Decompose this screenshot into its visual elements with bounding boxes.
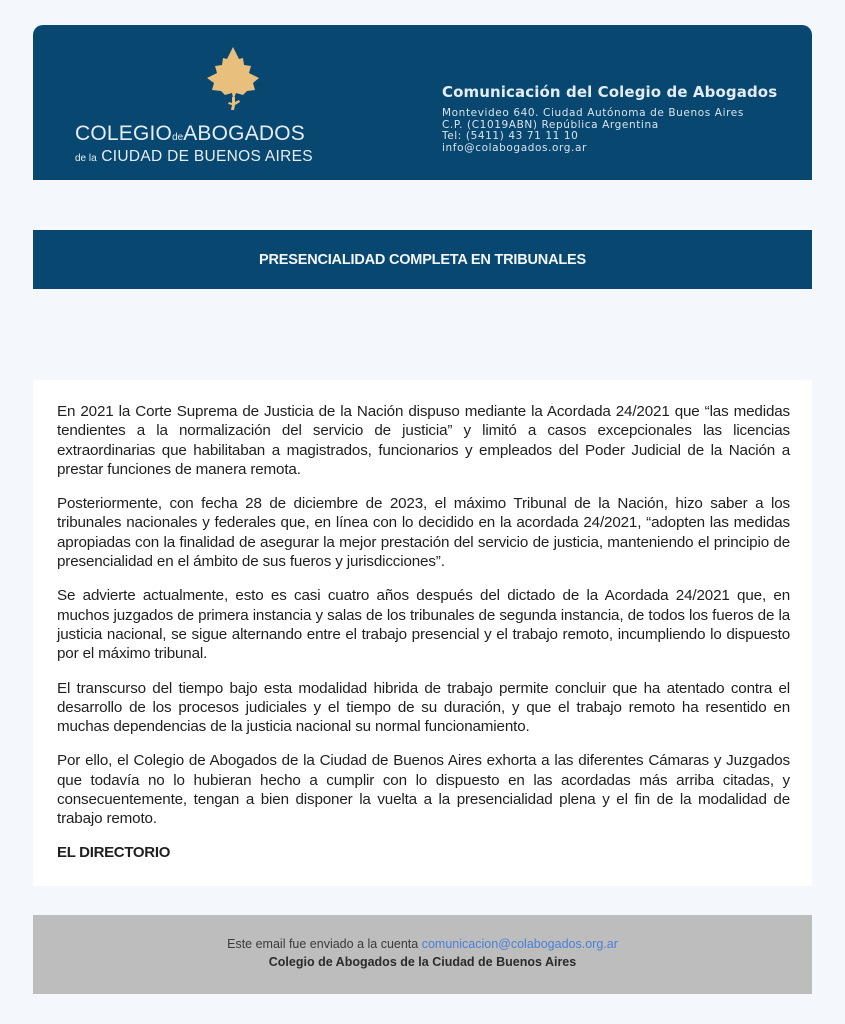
contact-email[interactable]: info@colabogados.org.ar (442, 141, 587, 154)
contact-address: Montevideo 640. Ciudad Autónoma de Buenos Aires (442, 107, 744, 119)
contact-block (442, 83, 777, 154)
paragraph-2: Posteriormente, con fecha 28 de diciembre de 2023, el máximo Tribunal de la Nación, hizo saber a los tribunales nacionales y federales que, en línea con lo decidido en la acordada 24/2021, “adopten las medidas apropiadas con la finalidad de asegurar la mejor prestación del servicio de justicia, manteniendo el principio de presencialidad en el ámbito de sus fueros y jurisdicciones”. (57, 495, 790, 571)
title-bar (33, 230, 812, 289)
logo-abogados: ABOGADOS (183, 122, 306, 145)
contact-phone: Tel: (5411) 43 71 11 10 (442, 130, 579, 142)
paragraph-3: Se advierte actualmente, esto es casi cuatro años después del dictado de la Acordada 24/2021 que, en muchos juzgados de primera instancia y salas de los tribunales de segunda instancia, de todos los fueros de la justicia nacional, se sigue alternando entre el trabajo presencial y el trabajo remoto, incumpliendo lo dispuesto por el máximo tribunal. (57, 587, 790, 663)
paragraph-5: Por ello, el Colegio de Abogados de la Ciudad de Buenos Aires exhorta a las diferentes Cámaras y Juzgados que todavía no lo hubieran hecho a cumplir con lo dispuesto en las acordadas más arriba citadas, y consecuentemente, tengan a bien disponer la vuelta a la presencialidad plena y el fin de la modalidad de trabajo remoto. (57, 752, 790, 828)
page-title: PRESENCIALIDAD COMPLETA EN TRIBUNALES (259, 251, 586, 268)
paragraph-4: El transcurso del tiempo bajo esta modalidad hibrida de trabajo permite concluir que ha atentado contra el desarrollo de los procesos judiciales y el tiempo de su duración, y que el trabajo remoto ha resentido en muchas dependencias de la justicia nacional su normal funcionamiento. (57, 679, 790, 736)
footer-sent-to (33, 937, 812, 951)
email-body (33, 380, 812, 886)
email-header (33, 25, 812, 180)
footer-sent-to-text: Este email fue enviado a la cuenta (227, 937, 419, 951)
footer-organization: Colegio de Abogados de la Ciudad de Buenos Aires (268, 955, 577, 969)
organization-logo-text (75, 123, 313, 167)
footer-email-link[interactable]: comunicacion@colabogados.org.ar (421, 937, 618, 951)
logo-de: de (172, 132, 184, 143)
logo-de-la: de la (75, 153, 97, 164)
email-footer (33, 915, 812, 994)
logo-ciudad: CIUDAD DE BUENOS AIRES (101, 148, 313, 165)
vine-leaf-icon (203, 45, 263, 111)
logo-colegio: COLEGIO (75, 122, 173, 145)
paragraph-1: En 2021 la Corte Suprema de Justicia de la Nación dispuso mediante la Acordada 24/2021 que “las medidas tendientes a la normalización del servicio de justicia” y limitó a casos excepcionales las licencias extraordinarias que habilitaban a magistrados, funcionarios y empleados del Poder Judicial de la Nación a prestar funciones de manera remota. (57, 403, 790, 478)
contact-postal: C.P. (C1019ABN) República Argentina (442, 118, 659, 131)
contact-title: Comunicación del Colegio de Abogados (442, 83, 778, 101)
signature: EL DIRECTORIO (57, 843, 171, 861)
